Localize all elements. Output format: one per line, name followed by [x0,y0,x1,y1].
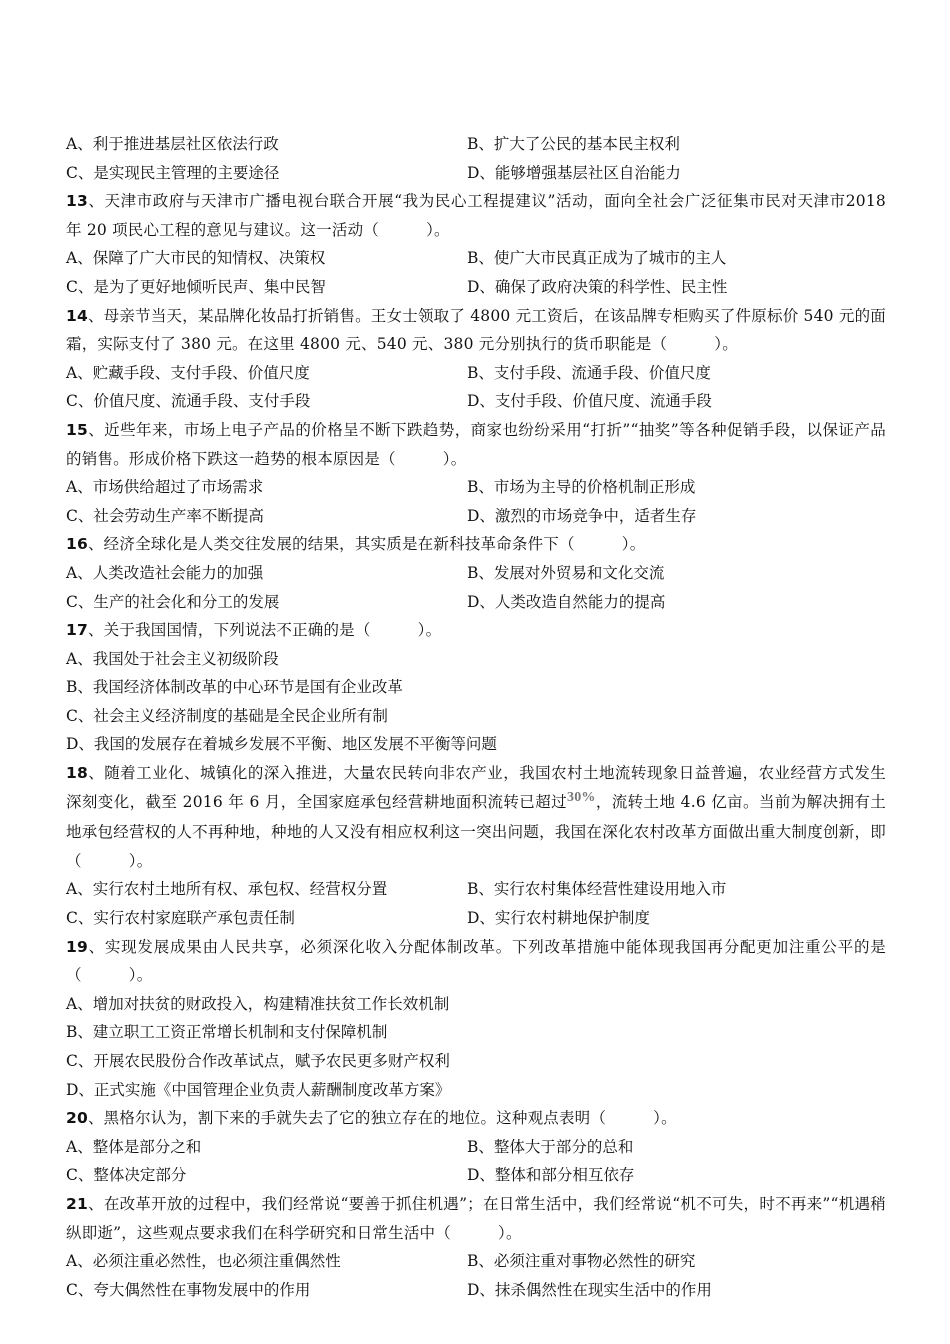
q21-options-row-2 [66,1276,886,1305]
q12-option-c: C、是实现民主管理的主要途径 [66,163,280,182]
q21-option-c: C、夸大偶然性在事物发展中的作用 [66,1280,311,1299]
question-number: 18 [66,764,88,783]
q12-options-row-1 [66,130,886,159]
q14-options-row-1 [66,359,886,388]
q18-option-b: B、实行农村集体经营性建设用地入市 [467,880,727,899]
q12-option-b: B、扩大了公民的基本民主权利 [467,135,680,153]
q12-option-d: D、能够增强基层社区自治能力 [467,163,681,182]
q17-option-b: B、我国经济体制改革的中心环节是国有企业改革 [66,678,403,697]
q18-options-row-2 [66,904,886,933]
q15-option-d: D、激烈的市场竞争中，适者生存 [467,506,697,525]
q12-option-a: A、利于推进基层社区依法行政 [66,135,279,153]
percentage-figure: 30% [567,789,596,805]
question-stem: 、在改革开放的过程中，我们经常说“要善于抓住机遇”；在日常生活中，我们经常说“机不可失，时不再来”“机遇稍纵即逝”，这些观点要求我们在科学研究和日常生活中（ ）。 [66,1194,886,1242]
q12-options-row-2 [66,159,886,188]
q18-option-c: C、实行农村家庭联产承包责任制 [66,909,295,928]
q14-option-c: C、价值尺度、流通手段、支付手段 [66,392,311,411]
q20-option-c: C、整体决定部分 [66,1166,187,1185]
q18-options-row-1 [66,875,886,904]
q15-options-row-1 [66,473,886,502]
q15-option-c: C、社会劳动生产率不断提高 [66,506,264,525]
question-number: 13 [66,192,88,211]
q15-options-row-2 [66,502,886,531]
q16-options-row-2 [66,588,886,617]
q15-option-a: A、市场供给超过了市场需求 [66,478,264,497]
question-18 [66,759,886,875]
question-13 [66,187,886,244]
q13-option-b: B、使广大市民真正成为了城市的主人 [467,249,727,268]
question-21 [66,1190,886,1247]
question-15 [66,416,886,473]
question-number: 14 [66,306,88,325]
q16-option-d: D、人类改造自然能力的提高 [467,592,666,611]
q17-option-c: C、社会主义经济制度的基础是全民企业所有制 [66,706,388,725]
q20-options-row-2 [66,1161,886,1190]
question-stem: 、近些年来，市场上电子产品的价格呈不断下跌趋势，商家也纷纷采用“打折”“抽奖”等各种促销手段，以保证产品的销售。形成价格下跌这一趋势的根本原因是（ ）。 [66,420,886,468]
question-stem: 、关于我国国情，下列说法不正确的是（ ）。 [87,621,442,640]
q13-option-c: C、是为了更好地倾听民声、集中民智 [66,277,326,296]
q19-option-a: A、增加对扶贫的财政投入，构建精准扶贫工作长效机制 [66,994,450,1013]
q21-option-b: B、必须注重对事物必然性的研究 [467,1252,696,1271]
q13-option-d: D、确保了政府决策的科学性、民主性 [467,277,728,296]
q21-option-a: A、必须注重必然性，也必须注重偶然性 [66,1252,341,1271]
question-number: 20 [66,1109,88,1128]
question-number: 16 [66,535,88,554]
q14-option-a: A、贮藏手段、支付手段、价值尺度 [66,363,310,382]
question-14 [66,302,886,359]
question-number: 17 [66,621,88,640]
question-stem: 、黑格尔认为，割下来的手就失去了它的独立存在的地位。这种观点表明（ ）。 [87,1109,677,1128]
q20-option-d: D、整体和部分相互依存 [467,1166,635,1185]
q14-option-b: B、支付手段、流通手段、价值尺度 [467,363,711,382]
q16-option-a: A、人类改造社会能力的加强 [66,563,264,582]
q13-options-row-2 [66,273,886,302]
q21-options-row-1 [66,1247,886,1276]
question-stem: 、天津市政府与天津市广播电视台联合开展“我为民心工程提建议”活动，面向全社会广泛征集市民对天津市2018 年 20 项民心工程的意见与建议。这一活动（ ）。 [66,192,886,239]
q14-options-row-2 [66,387,886,416]
q21-option-d: D、抹杀偶然性在现实生活中的作用 [467,1280,712,1299]
question-stem-part-1: 、随着工业化、城镇化的深入推进，大量农民转向非农产业，我国农村土地流转现象日益普遍，农业经营方式发生深刻变化，截至 2016 年 6 月，全国家庭承包经营耕地面积流转已超过 [66,764,886,811]
q20-option-b: B、整体大于部分的总和 [467,1137,634,1156]
q13-options-row-1 [66,244,886,273]
question-stem: 、实现发展成果由人民共享，必须深化收入分配体制改革。下列改革措施中能体现我国再分配更加注重公平的是（ ）。 [66,937,886,985]
q16-option-b: B、发展对外贸易和文化交流 [467,563,665,582]
question-17 [66,616,886,645]
q19-option-d: D、正式实施《中国管理企业负责人薪酬制度改革方案》 [66,1080,451,1099]
q18-option-d: D、实行农村耕地保护制度 [467,909,650,928]
q18-option-a: A、实行农村土地所有权、承包权、经营权分置 [66,880,388,899]
q15-option-b: B、市场为主导的价格机制正形成 [467,478,696,497]
exam-page [66,130,886,1304]
q19-option-c: C、开展农民股份合作改革试点，赋予农民更多财产权利 [66,1052,450,1070]
q16-option-c: C、生产的社会化和分工的发展 [66,592,280,611]
question-stem-part-2: ，流转土地 4.6 亿亩。当前为解决拥有土地承包经营权的人不再种地，种地的人又没有相应权利这一突出问题，我国在深化农村改革方面做出重大制度创新，即（ ）。 [66,792,886,870]
question-number: 19 [66,937,88,956]
question-stem: 、经济全球化是人类交往发展的结果，其实质是在新科技革命条件下（ ）。 [87,535,646,554]
q13-option-a: A、保障了广大市民的知情权、决策权 [66,249,326,268]
q17-option-d: D、我国的发展存在着城乡发展不平衡、地区发展不平衡等问题 [66,735,497,754]
question-number: 15 [66,420,88,439]
q17-option-a: A、我国处于社会主义初级阶段 [66,649,279,668]
question-number: 21 [66,1194,88,1213]
question-stem: 、母亲节当天，某品牌化妆品打折销售。王女士领取了 4800 元工资后，在该品牌专柜购买了件原标价 540 元的面霜，实际支付了 380 元。在这里 4800 元、540 元、380 元分别执行的货币职能是（ ）。 [66,306,886,354]
q20-options-row-1 [66,1133,886,1162]
question-16 [66,530,886,559]
q16-options-row-1 [66,559,886,588]
question-20 [66,1104,886,1133]
q14-option-d: D、支付手段、价值尺度、流通手段 [467,392,712,411]
q20-option-a: A、整体是部分之和 [66,1137,202,1156]
q19-option-b: B、建立职工工资正常增长机制和支付保障机制 [66,1023,388,1042]
question-19 [66,933,886,990]
